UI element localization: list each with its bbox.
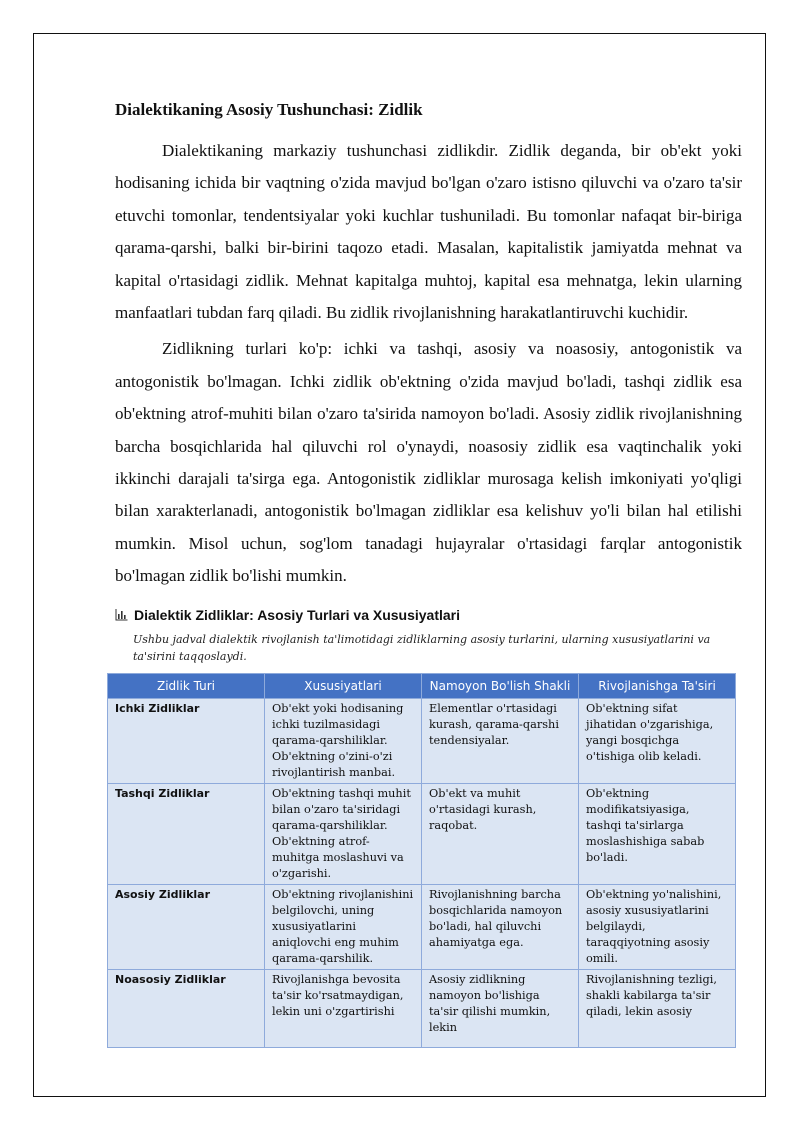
column-header: Zidlik Turi — [108, 673, 265, 698]
row-type-cell: Asosiy Zidliklar — [108, 884, 265, 969]
impact-cell: Rivojlanishning tezligi, shakli kabilarga ta'sir qiladi, lekin asosiy — [579, 969, 736, 1047]
features-cell: Ob'ekt yoki hodisaning ichki tuzilmasidagi qarama-qarshiliklar. Ob'ektning o'zini-o'zi rivojlantirish manbai. — [265, 698, 422, 783]
row-type-cell: Noasosiy Zidliklar — [108, 969, 265, 1047]
table-section-title-text: Dialektik Zidliklar: Asosiy Turlari va Xususiyatlari — [134, 606, 461, 623]
column-header: Xususiyatlari — [265, 673, 422, 698]
table-header-row — [108, 673, 736, 698]
row-type-cell: Ichki Zidliklar — [108, 698, 265, 783]
features-cell: Rivojlanishga bevosita ta'sir ko'rsatmaydigan, lekin uni o'zgartirishi — [265, 969, 422, 1047]
form-cell: Rivojlanishning barcha bosqichlarida namoyon bo'ladi, hal qiluvchi ahamiyatga ega. — [422, 884, 579, 969]
form-cell: Asosiy zidlikning namoyon bo'lishiga ta'sir qilishi mumkin, lekin — [422, 969, 579, 1047]
section-heading: Dialektikaning Asosiy Tushunchasi: Zidlik — [115, 100, 423, 119]
table-container — [107, 673, 735, 1034]
column-header: Namoyon Bo'lish Shakli — [422, 673, 579, 698]
form-cell: Ob'ekt va muhit o'rtasidagi kurash, raqobat. — [422, 783, 579, 884]
table-row — [108, 969, 736, 1047]
paragraph-1: Dialektikaning markaziy tushunchasi zidlikdir. Zidlik deganda, bir ob'ekt yoki hodisaning ichida bir vaqtning o'zida mavjud bo'lgan o'zaro istisno qiluvchi va o'zaro ta'sir etuvchi tomonlar, tendentsiyalar yoki kuchlar tushuniladi. Bu tomonlar nafaqat bir-biriga qarama-qarshi, balki bir-birini taqozo etadi. Masalan, kapitalistik jamiyatda mehnat va kapital o'rtasidagi zidlik. Mehnat kapitalga muhtoj, kapital esa mehnatga, lekin ularning manfaatlari tubdan farq qiladi. Bu zidlik rivojlanishning harakatlantiruvchi kuchidir. — [115, 141, 742, 323]
table-row — [108, 884, 736, 969]
contradictions-table — [107, 673, 736, 1048]
paragraph-2: Zidlikning turlari ko'p: ichki va tashqi, asosiy va noasosiy, antogonistik va antogonistik bo'lmagan. Ichki zidlik ob'ektning o'zida mavjud bo'ladi, tashqi zidlik esa ob'ektning atrof-muhiti bilan o'zaro ta'sirida namoyon bo'ladi. Asosiy zidlik rivojlanishning barcha bosqichlarida hal qiluvchi rol o'ynaydi, noasosiy zidlik esa vaqtinchalik yoki ikkinchi darajali ta'sirga ega. Antogonistik zidliklar murosaga kelish imkoniyati yo'qligi bilan xarakterlanadi, antogonistik bo'lmagan zidliklar esa kelishuv yo'li bilan hal etilishi mumkin. Misol uchun, sog'lom tanadagi hujayralar o'rtasidagi farqlar antogonistik bo'lmagan zidlik bo'lishi mumkin. — [115, 339, 742, 586]
table-section-title — [115, 607, 742, 623]
table-row — [108, 698, 736, 783]
form-cell: Elementlar o'rtasidagi kurash, qarama-qarshi tendensiyalar. — [422, 698, 579, 783]
document-body — [115, 98, 742, 1034]
table-row — [108, 783, 736, 884]
impact-cell: Ob'ektning yo'nalishini, asosiy xususiyatlarini belgilaydi, taraqqiyotning asosiy omili. — [579, 884, 736, 969]
impact-cell: Ob'ektning sifat jihatidan o'zgarishiga, yangi bosqichga o'tishiga olib keladi. — [579, 698, 736, 783]
row-type-cell: Tashqi Zidliklar — [108, 783, 265, 884]
table-caption: Ushbu jadval dialektik rivojlanish ta'limotidagi zidliklarning asosiy turlarini, ularning xususiyatlarini va ta'sirini taqqoslaydi. — [133, 632, 711, 663]
column-header: Rivojlanishga Ta'siri — [579, 673, 736, 698]
features-cell: Ob'ektning rivojlanishini belgilovchi, uning xususiyatlarini aniqlovchi eng muhim qarama-qarshilik. — [265, 884, 422, 969]
bar-chart-icon — [115, 608, 128, 621]
impact-cell: Ob'ektning modifikatsiyasiga, tashqi ta'sirlarga moslashishiga sabab bo'ladi. — [579, 783, 736, 884]
features-cell: Ob'ektning tashqi muhit bilan o'zaro ta'siridagi qarama-qarshiliklar. Ob'ektning atrof-muhitga moslashuvi va o'zgarishi. — [265, 783, 422, 884]
